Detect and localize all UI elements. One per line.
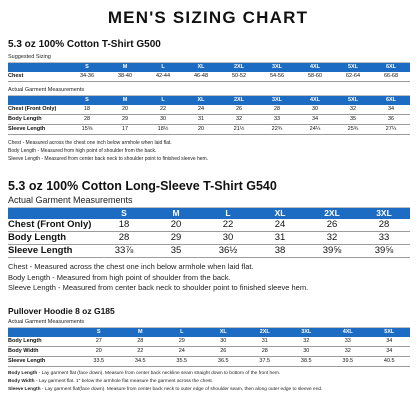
size-header-4xl: 4XL [327, 328, 369, 337]
size-header-xl: XL [182, 63, 220, 72]
chest-front-only-row [8, 219, 410, 232]
measurement-cell: 31 [244, 337, 286, 347]
tshirt-section [8, 39, 410, 163]
size-header-2xl: 2XL [220, 63, 258, 72]
chest-range-cell: 46-48 [182, 72, 220, 82]
measurement-cell: 36 [372, 115, 410, 125]
chest-range-cell: 66-68 [372, 72, 410, 82]
measurement-cell: 34 [372, 105, 410, 115]
measurement-cell: 34.5 [120, 357, 162, 367]
longsleeve-measurements-table [8, 208, 410, 258]
row-label: Chest (Front Only) [8, 219, 98, 232]
measurement-cell: 35.5 [161, 357, 203, 367]
note-text: - Lay garment flat (face down). Measure from center back neckline seam straight down to bottom of the front hem. [37, 371, 281, 376]
measurement-cell: 20 [106, 105, 144, 115]
measurement-cell: 33 [327, 337, 369, 347]
size-header-row [8, 96, 410, 105]
measurement-cell: 31 [182, 115, 220, 125]
measurement-cell: 30 [144, 115, 182, 125]
measurement-cell: 22 [120, 347, 162, 357]
chest-range-cell: 62-64 [334, 72, 372, 82]
size-header-row [8, 328, 410, 337]
measurement-cell: 20 [150, 219, 202, 232]
measurement-cell: 28 [358, 219, 410, 232]
size-header-3xl: 3XL [358, 208, 410, 219]
note-term: Body Length [8, 371, 38, 376]
measurement-cell: 38.5 [286, 357, 328, 367]
size-header-l: L [202, 208, 254, 219]
row-label: Chest (Front Only) [8, 105, 68, 115]
size-header-5xl: 5XL [369, 328, 411, 337]
measurement-cell: 28 [68, 115, 106, 125]
measurement-cell: 36½ [202, 245, 254, 258]
note-line: Sleeve Length - Measured from center back neck to shoulder point to finished sleeve hem. [8, 283, 309, 292]
size-header-2xl: 2XL [244, 328, 286, 337]
size-header-6xl: 6XL [372, 96, 410, 105]
size-header-6xl: 6XL [372, 63, 410, 72]
size-header-row [8, 208, 410, 219]
body-length-row [8, 115, 410, 125]
size-header-2xl: 2XL [306, 208, 358, 219]
measurement-cell: 25¾ [334, 125, 372, 135]
note-line: Chest - Measured across the chest one inch below armhole when laid flat. [8, 140, 172, 146]
row-label: Body Length [8, 337, 78, 347]
chest-range-cell: 58-60 [296, 72, 334, 82]
measurement-cell: 21½ [220, 125, 258, 135]
measurement-cell: 30 [286, 347, 328, 357]
page-title: MEN'S SIZING CHART [107, 8, 309, 27]
size-header-4xl: 4XL [296, 96, 334, 105]
measurement-cell: 27¼ [372, 125, 410, 135]
measurement-cell: 36.5 [203, 357, 245, 367]
measurement-cell: 39⅝ [306, 245, 358, 258]
measurement-cell: 28 [244, 347, 286, 357]
measurement-cell: 39⅝ [358, 245, 410, 258]
tshirt-measurements-table [8, 96, 410, 135]
suggested-sizing-table [8, 63, 410, 82]
measurement-cell: 29 [150, 232, 202, 245]
body-width-row [8, 347, 410, 357]
sleeve-length-row [8, 125, 410, 135]
measurement-cell: 32 [334, 105, 372, 115]
tshirt-title: 5.3 oz 100% Cotton T-Shirt G500 [8, 39, 161, 50]
size-header-blank [8, 328, 78, 337]
measurement-cell: 33 [258, 115, 296, 125]
size-header-m: M [120, 328, 162, 337]
measurement-cell: 30 [202, 232, 254, 245]
note-text: - Lay garment flat(face down). Measure from center back neck to outer edge of shoulder seam, then along outer edge to sleeve end. [40, 387, 323, 392]
measurement-cell: 26 [306, 219, 358, 232]
measurement-cell: 22 [202, 219, 254, 232]
row-label: Body Length [8, 115, 68, 125]
measurement-cell: 26 [203, 347, 245, 357]
row-label: Sleeve Length [8, 357, 78, 367]
measurement-cell: 33.5 [78, 357, 120, 367]
size-header-xl: XL [254, 208, 306, 219]
measurement-cell: 24 [254, 219, 306, 232]
actual-measurements-label: Actual Garment Measurements [8, 87, 410, 96]
measurement-cell: 33⅞ [98, 245, 150, 258]
measurement-cell: 24 [182, 105, 220, 115]
row-label: Body Width [8, 347, 78, 357]
note-text: - Lay garment flat. 1" below the armhole flat measure the garment across the chest. [34, 379, 214, 384]
hoodie-measurements-table [8, 328, 410, 367]
note-term: Sleeve Length [8, 387, 41, 392]
note-line: Chest - Measured across the chest one inch below armhole when laid flat. [8, 262, 254, 271]
size-header-s: S [68, 63, 106, 72]
measurement-cell: 22 [144, 105, 182, 115]
longsleeve-notes [8, 262, 410, 294]
longsleeve-section [8, 179, 410, 294]
suggested-size-header-row [8, 63, 410, 72]
measurement-cell: 24 [161, 347, 203, 357]
hoodie-title: Pullover Hoodie 8 oz G185 [8, 306, 115, 316]
measurement-cell: 27 [78, 337, 120, 347]
chest-range-cell: 54-56 [258, 72, 296, 82]
chest-range-cell: 38-40 [106, 72, 144, 82]
size-header-xl: XL [203, 328, 245, 337]
measurement-cell: 35 [150, 245, 202, 258]
measurement-cell: 18½ [144, 125, 182, 135]
row-label: Sleeve Length [8, 125, 68, 135]
size-header-s: S [68, 96, 106, 105]
measurement-cell: 34 [369, 337, 411, 347]
measurement-cell: 17 [106, 125, 144, 135]
measurement-cell: 15⅝ [68, 125, 106, 135]
row-label: Chest [8, 72, 68, 82]
size-header-2xl: 2XL [220, 96, 258, 105]
measurement-cell: 28 [98, 232, 150, 245]
measurement-cell: 20 [182, 125, 220, 135]
chest-suggested-row [8, 72, 410, 82]
measurement-cell: 33 [358, 232, 410, 245]
size-header-5xl: 5XL [334, 63, 372, 72]
body-length-row [8, 232, 410, 245]
size-header-blank [8, 208, 98, 219]
note-term: Body Width [8, 379, 35, 384]
body-length-row [8, 337, 410, 347]
chest-range-cell: 42-44 [144, 72, 182, 82]
measurement-cell: 18 [68, 105, 106, 115]
measurement-cell: 34 [369, 347, 411, 357]
measurement-cell: 40.5 [369, 357, 411, 367]
size-header-l: L [144, 63, 182, 72]
size-header-m: M [150, 208, 202, 219]
measurement-cell: 28 [258, 105, 296, 115]
size-header-3xl: 3XL [258, 63, 296, 72]
note-line [8, 378, 410, 386]
size-header-l: L [144, 96, 182, 105]
measurement-cell: 29 [161, 337, 203, 347]
measurement-cell: 30 [296, 105, 334, 115]
measurement-cell: 28 [120, 337, 162, 347]
measurement-cell: 31 [254, 232, 306, 245]
measurement-cell: 32 [220, 115, 258, 125]
measurement-cell: 20 [78, 347, 120, 357]
measurement-cell: 38 [254, 245, 306, 258]
size-header-3xl: 3XL [258, 96, 296, 105]
size-header-m: M [106, 96, 144, 105]
size-header-l: L [161, 328, 203, 337]
longsleeve-title: 5.3 oz 100% Cotton Long-Sleeve T-Shirt G540 [8, 179, 277, 193]
size-header-blank [8, 96, 68, 105]
measurement-cell: 32 [286, 337, 328, 347]
hoodie-notes [8, 370, 410, 394]
sleeve-length-row [8, 357, 410, 367]
note-line: Sleeve Length - Measured from center back neck to shoulder point to finished sleeve hem. [8, 156, 209, 162]
note-line: Body Length - Measured from high point of shoulder from the back. [8, 272, 231, 282]
measurement-cell: 29 [106, 115, 144, 125]
size-header-3xl: 3XL [286, 328, 328, 337]
note-line [8, 386, 410, 394]
measurement-cell: 35 [334, 115, 372, 125]
size-header-s: S [78, 328, 120, 337]
chest-front-only-row [8, 105, 410, 115]
row-label: Body Length [8, 232, 98, 245]
measurement-cell: 18 [98, 219, 150, 232]
chest-range-cell: 50-52 [220, 72, 258, 82]
size-header-xl: XL [182, 96, 220, 105]
sleeve-length-row [8, 245, 410, 258]
measurement-cell: 37.5 [244, 357, 286, 367]
size-header-blank [8, 63, 68, 72]
size-header-4xl: 4XL [296, 63, 334, 72]
measurement-cell: 32 [306, 232, 358, 245]
measurement-cell: 26 [220, 105, 258, 115]
note-line: Body Length - Measured from high point of shoulder from the back. [8, 148, 157, 154]
row-label: Sleeve Length [8, 245, 98, 258]
size-header-5xl: 5XL [334, 96, 372, 105]
measurement-cell: 32 [327, 347, 369, 357]
size-header-s: S [98, 208, 150, 219]
measurement-cell: 22¾ [258, 125, 296, 135]
hoodie-section [8, 306, 410, 394]
measurement-cell: 24¼ [296, 125, 334, 135]
size-header-m: M [106, 63, 144, 72]
measurement-cell: 39.5 [327, 357, 369, 367]
note-line [8, 370, 410, 378]
tshirt-notes [8, 139, 410, 163]
measurement-cell: 34 [296, 115, 334, 125]
suggested-sizing-label: Suggested Sizing [8, 54, 410, 63]
measurement-cell: 30 [203, 337, 245, 347]
actual-measurements-label: Actual Garment Measurements [8, 319, 410, 328]
actual-measurements-label: Actual Garment Measurements [8, 195, 410, 208]
chest-range-cell: 34-36 [68, 72, 106, 82]
